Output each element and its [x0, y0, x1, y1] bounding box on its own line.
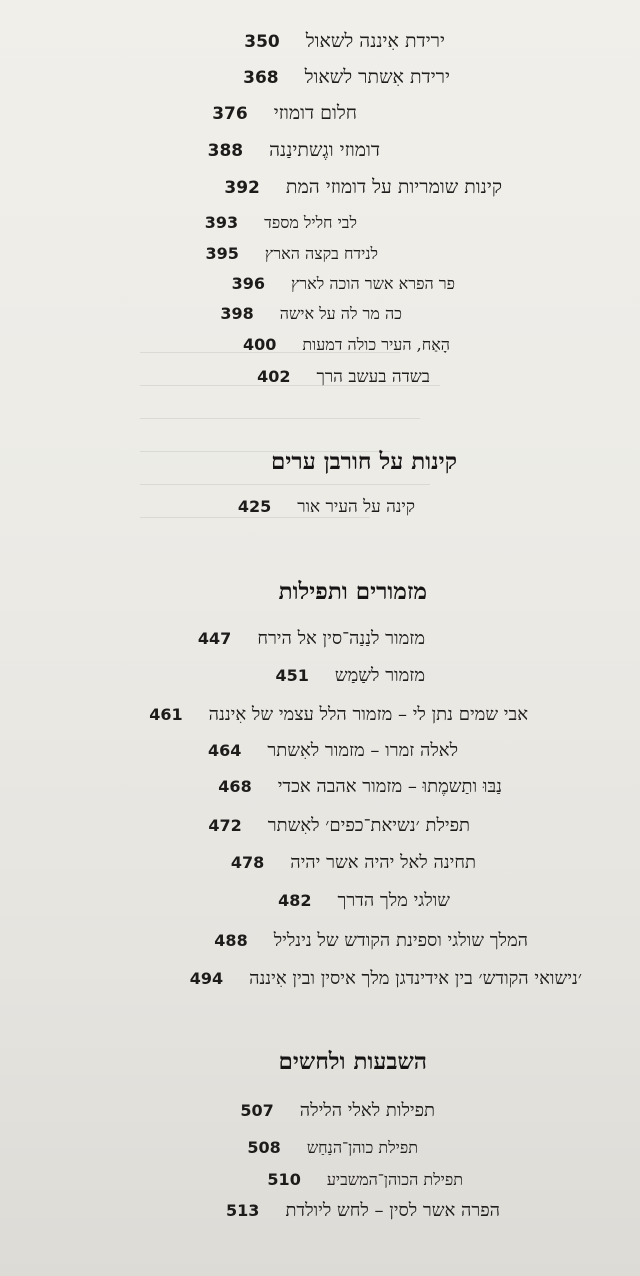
toc-entry-page: 478: [230, 853, 265, 872]
toc-entry[interactable]: [232, 274, 455, 294]
toc-entry-page: 461: [149, 705, 183, 724]
toc-entry-title: פר הפרא אשר הוכה לארץ: [290, 274, 455, 293]
section-heading: מזמורים ותפילות: [278, 578, 427, 605]
toc-entry-page: 402: [257, 367, 291, 386]
toc-entry[interactable]: [212, 102, 357, 125]
toc-entry-page: 392: [224, 178, 260, 198]
toc-entry[interactable]: [267, 1170, 463, 1190]
toc-entry[interactable]: [149, 704, 528, 725]
toc-entry-page: 398: [220, 304, 254, 323]
toc-entry[interactable]: [243, 335, 450, 355]
toc-entry[interactable]: [238, 497, 415, 517]
toc-entry-title: בשדה בעשב הרך: [316, 367, 430, 387]
toc-entry-page: 368: [243, 68, 279, 88]
toc-entry[interactable]: [214, 930, 528, 951]
toc-entry[interactable]: [224, 176, 502, 199]
toc-entry-page: 376: [212, 104, 248, 124]
toc-entry-title: תפילת ׳נשיאת־כפים׳ לאִשתר: [267, 815, 470, 836]
toc-entry[interactable]: [278, 890, 450, 911]
toc-entry-title: הפרה אשר לסין – לחש ליולדת: [285, 1200, 500, 1221]
toc-entry-page: 513: [226, 1201, 260, 1220]
toc-entry[interactable]: [247, 1138, 418, 1158]
toc-entry-title: לבי חליל מספד: [264, 213, 357, 232]
toc-entry-title: מזמור לשַמַש: [334, 665, 425, 686]
toc-entry[interactable]: [190, 968, 582, 989]
toc-entry-page: 488: [214, 931, 248, 950]
toc-entry-title: אבי שמים נתן לי – מזמור הלל עצמי של אִיננה: [208, 704, 528, 725]
toc-entry-page: 494: [189, 969, 224, 988]
toc-entry-title: כה מר לה על אישה: [279, 304, 402, 323]
toc-entry-title: תפילת הכוהן־המשביע: [326, 1170, 463, 1189]
toc-entry-page: 395: [205, 244, 239, 263]
toc-entry-page: 451: [275, 666, 309, 685]
toc-entry-title: הָאַח, העיר כולה דמעות: [302, 335, 450, 354]
bleed-through-texture: [140, 320, 440, 560]
toc-entry[interactable]: [208, 740, 458, 761]
toc-entry-title: מזמור לנַנַה־סין אל הירח: [257, 628, 425, 649]
toc-entry-title: תחינה לאל יהיה אשר יהיה: [290, 852, 476, 873]
toc-entry-page: 507: [240, 1101, 274, 1120]
toc-entry-page: 425: [237, 497, 272, 516]
toc-entry-title: המלך שולגי וספינת הקודש של נינליל: [273, 930, 528, 951]
toc-entry-title: שולגי מלך הדרך: [337, 890, 450, 911]
toc-entry-title: תפילת כוהן־הנַחַש: [306, 1138, 418, 1157]
toc-entry-page: 393: [204, 213, 239, 232]
toc-entry-page: 472: [208, 816, 242, 835]
toc-entry[interactable]: [243, 66, 450, 89]
toc-entry-page: 464: [207, 741, 242, 760]
toc-entry-title: תפילות לאלי הלילה: [299, 1100, 435, 1121]
toc-entry[interactable]: [208, 815, 470, 836]
section-heading: השבעות ולחשים: [278, 1048, 427, 1075]
toc-entry-title: נַבּוּ ותַשמֶתוּ – מזמור אהבה אכדי: [277, 776, 502, 797]
toc-entry[interactable]: [275, 665, 425, 686]
toc-entry[interactable]: [220, 304, 402, 324]
toc-entry-title: ירידת אִיננה לשאול: [305, 30, 445, 52]
toc-entry-page: 482: [278, 891, 312, 910]
toc-entry-page: 508: [247, 1138, 281, 1157]
toc-entry-title: חלום דומוזי: [273, 102, 357, 124]
toc-entry-title: ירידת אִשתר לשאול: [304, 66, 450, 88]
toc-entry[interactable]: [198, 628, 425, 649]
toc-entry-title: קינה על העיר אור: [297, 497, 415, 517]
toc-entry[interactable]: [208, 139, 380, 162]
toc-entry-page: 468: [218, 777, 252, 796]
toc-entry[interactable]: [244, 30, 445, 53]
toc-entry[interactable]: [226, 1200, 500, 1221]
toc-entry[interactable]: [257, 367, 430, 387]
section-heading: קינות על חורבן ערים: [271, 448, 457, 475]
toc-entry-title: ׳נישואי הקודש׳ בין אידינדגן מלך איסין ובין אִיננה: [249, 968, 582, 989]
toc-entry-page: 400: [242, 335, 277, 354]
toc-entry[interactable]: [205, 213, 357, 233]
toc-entry[interactable]: [206, 244, 378, 264]
toc-entry-page: 388: [207, 141, 244, 161]
toc-entry-page: 396: [231, 274, 265, 293]
toc-entry-title: דומוזי וגֶשתינַנה: [269, 139, 380, 161]
toc-entry[interactable]: [231, 852, 476, 873]
toc-entry-title: קינות שומריות על דומוזי המת: [285, 176, 502, 198]
toc-entry-page: 350: [244, 32, 280, 52]
toc-entry[interactable]: [240, 1100, 435, 1121]
toc-entry-title: לאלה זמרו – מזמור לאִשתר: [267, 740, 458, 761]
toc-entry-title: לנידח בקצה הארץ: [264, 244, 378, 263]
toc-entry-page: 510: [267, 1170, 301, 1189]
toc-entry[interactable]: [218, 776, 502, 797]
toc-entry-page: 447: [197, 629, 232, 648]
